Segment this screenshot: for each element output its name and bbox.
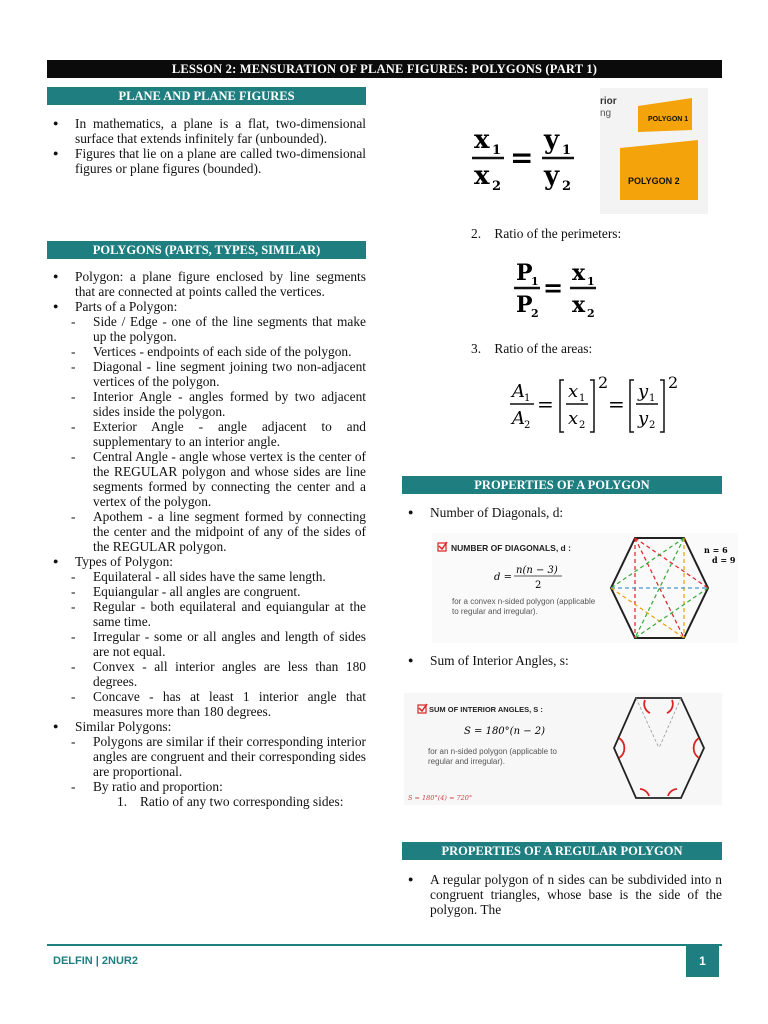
sub-item: - Convex - all interior angles are less than 180 degrees. [47, 659, 366, 689]
fraction-numerator: x [474, 125, 490, 155]
subscript: 2 [524, 420, 531, 431]
footer-author: DELFIN | 2NUR2 [53, 955, 138, 967]
page-number: 1 [686, 945, 719, 977]
sub-item: - Polygons are similar if their corresponding interior angles are congruent and their corresponding sides are proportional. [47, 734, 366, 779]
item-text: Ratio of any two corresponding sides: [140, 794, 344, 809]
list-item: ● Sum of Interior Angles, s: [402, 653, 722, 668]
subscript: 1 [492, 143, 502, 158]
sub-item: - Vertices - endpoints of each side of the polygon. [47, 344, 366, 359]
sub-item: - Regular - both equilateral and equiangular at the same time. [47, 599, 366, 629]
diagonals-description: for a convex n-sided polygon (applicable to regular and irregular). [452, 597, 596, 616]
sub-item: - Diagonal - line segment joining two non-adjacent vertices of the polygon. [47, 359, 366, 389]
sum-formula: S = 180°(n − 2) [464, 726, 546, 737]
sum-description: for an n-sided polygon (applicable to regular and irregular). [428, 747, 557, 766]
sub-item: - Equilateral - all sides have the same length. [47, 569, 366, 584]
sub-item: - Exterior Angle - angle adjacent to and supplementary to an interior angle. [47, 419, 366, 449]
svg-text:=: = [510, 141, 534, 174]
section-header-polygons: POLYGONS (PARTS, TYPES, SIMILAR) [47, 241, 366, 259]
exponent: 2 [668, 373, 679, 392]
polygon-list [47, 269, 366, 809]
list-item: ● Types of Polygon: [47, 554, 366, 569]
regular-list [402, 872, 722, 917]
fraction-denominator: x [572, 292, 586, 318]
list-item: ● Number of Diagonals, d: [402, 505, 722, 520]
sum-angles-list [402, 653, 722, 668]
sub-item: - Irregular - some or all angles and length of sides are not equal. [47, 629, 366, 659]
ratio-sides-formula [470, 122, 580, 202]
subscript: 1 [587, 275, 595, 288]
d-value: d = 9 [712, 555, 736, 565]
fraction-numerator: A [512, 381, 525, 402]
subscript: 1 [531, 275, 539, 288]
fraction-denominator: P [516, 292, 533, 318]
formula-numerator: n(n − 3) [516, 565, 558, 576]
formula-denominator: 2 [535, 580, 542, 591]
sub-item: - Apothem - a line segment formed by connecting the center and the midpoint of any of the sides of the REGULAR polygon. [47, 509, 366, 554]
ratio-areas-formula [508, 370, 698, 436]
subscript: 2 [649, 420, 656, 431]
fraction-numerator: y [544, 125, 560, 155]
diagonals-svg [432, 533, 738, 643]
list-item: ● Parts of a Polygon: [47, 299, 366, 314]
sub-item: - Equiangular - all angles are congruent. [47, 584, 366, 599]
fraction-denominator: A [512, 408, 525, 429]
subscript: 2 [492, 179, 502, 194]
section-header-plane: PLANE AND PLANE FIGURES [47, 87, 366, 105]
item-number: 1. [117, 794, 128, 809]
sub-item: - Concave - has at least 1 interior angle that measures more than 180 degrees. [47, 689, 366, 719]
interior-angles-svg [404, 693, 722, 805]
footer-divider [47, 944, 722, 946]
polygon-2-label: POLYGON 2 [628, 176, 680, 186]
section-header-properties: PROPERTIES OF A POLYGON [402, 476, 722, 494]
n-value: n = 6 [704, 545, 728, 555]
lesson-title: LESSON 2: MENSURATION OF PLANE FIGURES: POLYGONS (PART 1) [47, 60, 722, 78]
fraction-numerator: x [572, 260, 586, 286]
numbered-item [47, 794, 366, 809]
fraction-numerator: P [516, 260, 533, 286]
svg-text:=: = [537, 392, 554, 416]
partial-text: ng [600, 108, 612, 119]
subscript: 2 [587, 307, 595, 320]
polygons-illustration [600, 88, 708, 214]
ratio-areas-svg [508, 370, 698, 436]
subscript: 1 [579, 393, 586, 404]
fraction-denominator: y [638, 408, 649, 429]
ratio-sides-svg [470, 122, 580, 202]
ratio-perimeters-formula [512, 258, 602, 324]
item-perimeters: 2. Ratio of the perimeters: [471, 226, 622, 241]
sum-heading: SUM OF INTERIOR ANGLES, S : [429, 705, 543, 714]
diagonals-heading: NUMBER OF DIAGONALS, d : [451, 543, 571, 553]
sub-item: - Side / Edge - one of the line segments that make up the polygon. [47, 314, 366, 344]
subscript: 2 [562, 179, 572, 194]
similar-polygons-image [600, 88, 708, 214]
subscript: 2 [531, 307, 539, 320]
fraction-numerator: y [638, 381, 649, 402]
svg-text:=: = [608, 392, 625, 416]
sub-item: - Central Angle - angle whose vertex is the center of the REGULAR polygon and whose sides are line segments formed by connecting the center and a vertex of the polygon. [47, 449, 366, 509]
partial-text: rior [600, 96, 617, 107]
subscript: 2 [579, 420, 586, 431]
item-areas: 3. Ratio of the areas: [471, 341, 593, 356]
sub-item: - By ratio and proportion: [47, 779, 366, 794]
fraction-numerator: x [568, 381, 579, 402]
ratio-perimeters-svg [512, 258, 602, 324]
sub-item: - Interior Angle - angles formed by two adjacent sides inside the polygon. [47, 389, 366, 419]
diagonals-figure [432, 533, 738, 643]
subscript: 1 [524, 393, 531, 404]
formula-lhs: d = [494, 572, 512, 583]
list-item: ● Figures that lie on a plane are called two-dimensional figures or plane figures (bounded). [47, 146, 366, 176]
fraction-denominator: x [474, 161, 490, 191]
subscript: 1 [562, 143, 572, 158]
svg-text:=: = [543, 273, 564, 302]
sum-example: S = 180°(4) = 720° [408, 794, 473, 802]
section-header-regular: PROPERTIES OF A REGULAR POLYGON [402, 842, 722, 860]
interior-angles-figure [404, 693, 722, 805]
list-item: ● Similar Polygons: [47, 719, 366, 734]
list-item: ● In mathematics, a plane is a flat, two-dimensional surface that extends infinitely far (unbounded). [47, 116, 366, 146]
list-item: ● A regular polygon of n sides can be subdivided into n congruent triangles, whose base is the side of the polygon. The [402, 872, 722, 917]
fraction-denominator: x [568, 408, 579, 429]
plane-list [47, 116, 366, 176]
list-item: ● Polygon: a plane figure enclosed by line segments that are connected at points called the vertices. [47, 269, 366, 299]
diagonals-list [402, 505, 722, 520]
subscript: 1 [649, 393, 656, 404]
fraction-denominator: y [544, 161, 560, 191]
polygon-1-label: POLYGON 1 [648, 116, 689, 123]
exponent: 2 [598, 373, 609, 392]
